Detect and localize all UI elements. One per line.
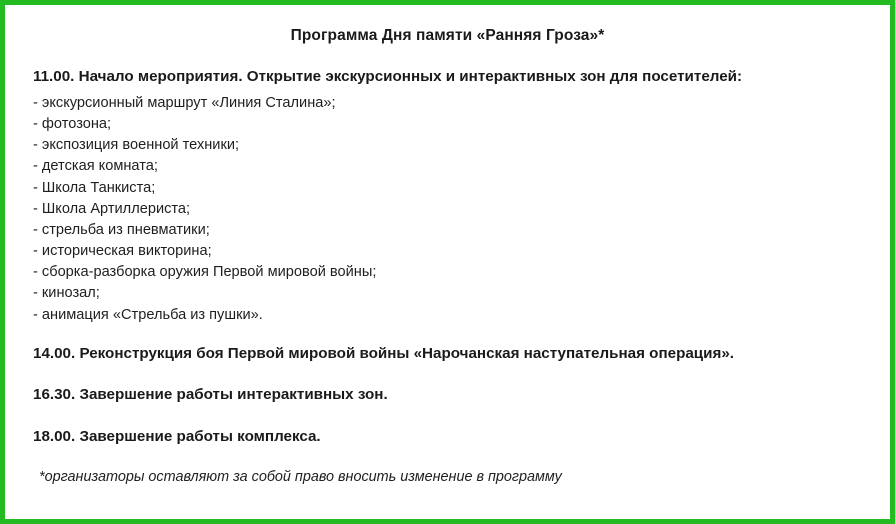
list-item: - Школа Танкиста; — [33, 179, 156, 196]
list-item: - фотозона; — [33, 116, 112, 133]
page-title: Программа Дня памяти «Ранняя Гроза»* — [290, 27, 605, 44]
list-item: - сборка-разборка оружия Первой мировой войны; — [33, 264, 377, 281]
activities-list — [33, 93, 862, 326]
footnote: *организаторы оставляют за собой право вносить изменение в программу — [39, 468, 562, 485]
schedule-section — [33, 344, 862, 447]
list-item: - анимация «Стрельба из пушки». — [33, 306, 263, 323]
opening-heading: 11.00. Начало мероприятия. Открытие экскурсионных и интерактивных зон для посетителей: — [33, 68, 743, 85]
list-item: - стрельба из пневматики; — [33, 221, 210, 238]
list-item: - историческая викторина; — [33, 243, 212, 260]
opening-section — [33, 67, 862, 326]
list-item: - экспозиция военной техники; — [33, 137, 240, 154]
list-item: - Школа Артиллериста; — [33, 200, 191, 217]
schedule-entry: 16.30. Завершение работы интерактивных зон. — [33, 386, 388, 404]
document-body — [5, 5, 890, 519]
schedule-entry: 14.00. Реконструкция боя Первой мировой войны «Нарочанская наступательная операция». — [33, 344, 735, 362]
list-item: - экскурсионный маршрут «Линия Сталина»; — [33, 95, 336, 111]
list-item: - детская комната; — [33, 158, 158, 175]
schedule-entry: 18.00. Завершение работы комплекса. — [33, 428, 321, 446]
list-item: - кинозал; — [33, 285, 100, 302]
